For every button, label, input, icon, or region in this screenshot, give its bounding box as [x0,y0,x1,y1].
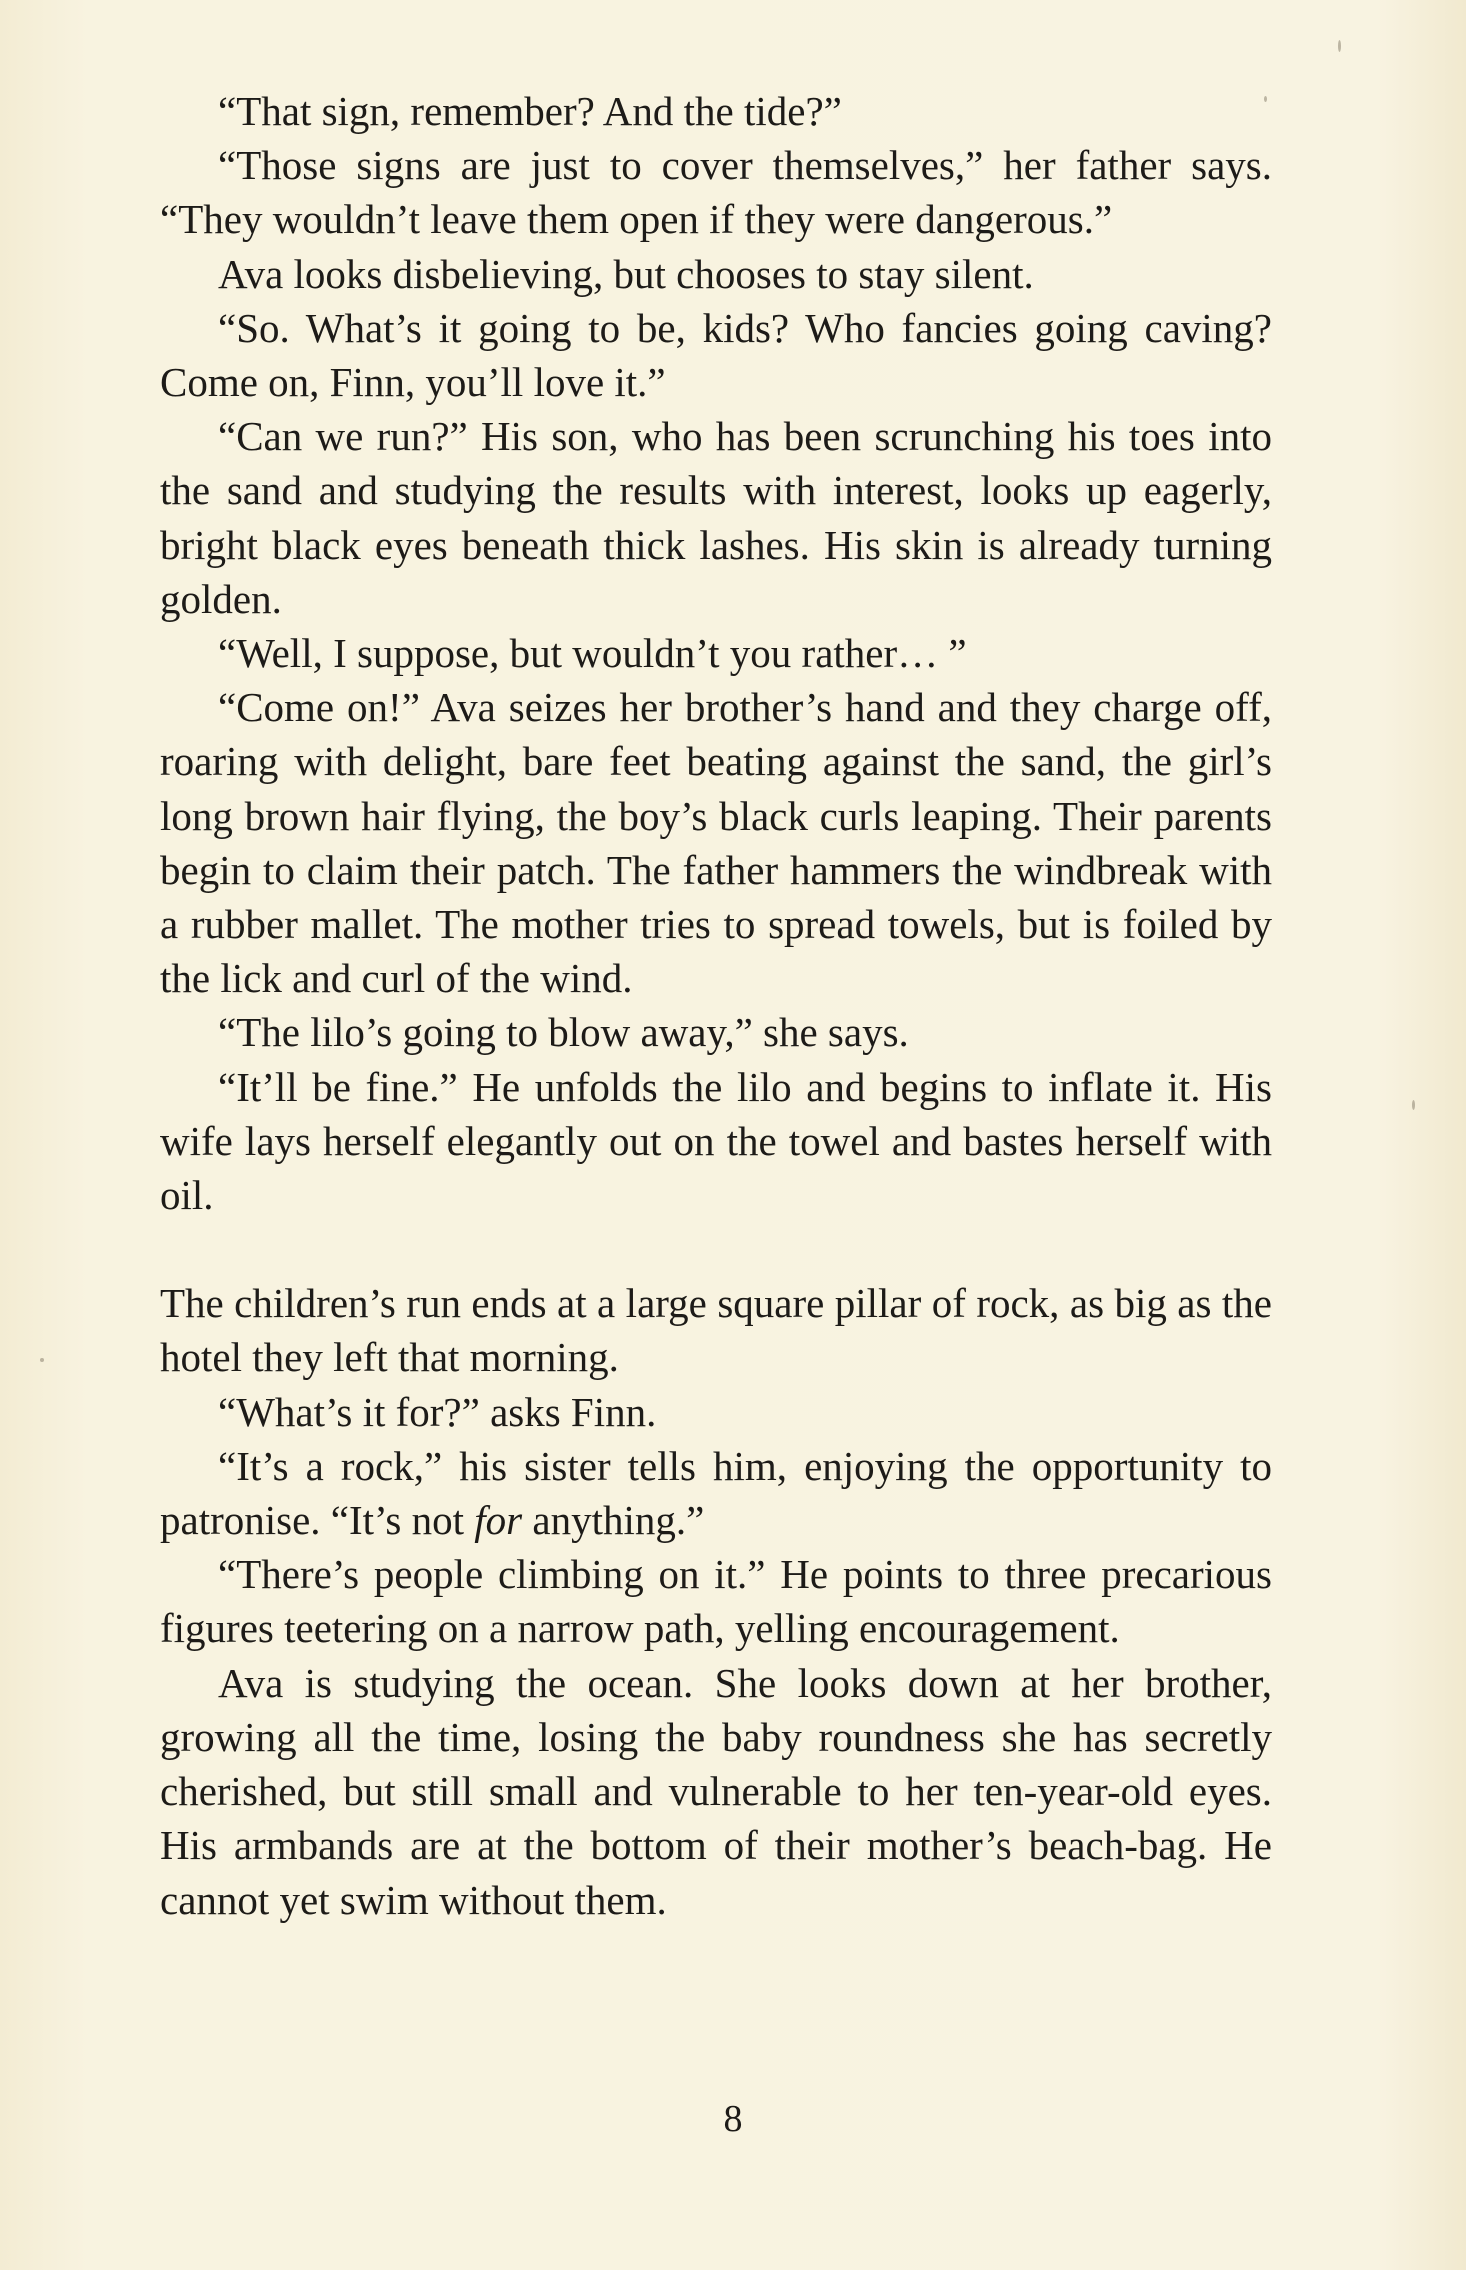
paragraph: “So. What’s it going to be, kids? Who fancies going caving? Come on, Finn, you’ll love it.” [160,304,1272,406]
paragraph: “It’ll be fine.” He unfolds the lilo and begins to inflate it. His wife lays herself elegantly out on the towel and bastes herself with oil. [160,1063,1272,1219]
body-text [160,84,1272,1927]
paragraph: “What’s it for?” asks Finn. [218,1388,657,1435]
paper-speck [1338,40,1341,52]
paragraph: The children’s run ends at a large square pillar of rock, as big as the hotel they left that morning. [160,1280,1272,1381]
paper-speck [1412,1100,1415,1110]
paragraph: “Well, I suppose, but wouldn’t you rather… ” [218,630,967,677]
paragraph: Ava looks disbelieving, but chooses to stay silent. [218,250,1034,297]
paragraph-text: anything.” [522,1497,705,1544]
paragraph: “There’s people climbing on it.” He points to three precarious figures teetering on a narrow path, yelling encouragement. [160,1551,1272,1652]
paper-speck [1264,96,1267,102]
paragraph: “The lilo’s going to blow away,” she says. [218,1009,909,1056]
paper-speck [40,1358,44,1362]
section-break [160,1222,1272,1276]
paragraph: “That sign, remember? And the tide?” [218,88,842,134]
emphasis-text: for [474,1497,523,1544]
paragraph: Ava is studying the ocean. She looks down at her brother, growing all the time, losing the baby roundness she has secretly cherished, but still small and vulnerable to her ten-year-old eyes. His armbands are at the bottom of their mother’s beach-bag. He cannot yet swim without them. [160,1659,1272,1923]
paragraph-text: “It’s a rock,” his sister tells him, enjoying the opportunity to patronise. “It’s not [160,1442,1272,1544]
paragraph: “Come on!” Ava seizes her brother’s hand and they charge off, roaring with delight, bare feet beating against the sand, the girl’s long brown hair flying, the boy’s black curls leaping. Their parents begin to claim their patch. The father hammers the windbreak with a rubber mallet. The mother tries to spread towels, but is foiled by the lick and curl of the wind. [160,684,1272,1002]
page-number: 8 [723,2098,743,2140]
paragraph [160,1439,1272,1547]
paragraph: “Can we run?” His son, who has been scrunching his toes into the sand and studying the results with interest, looks up eagerly, bright black eyes beneath thick lashes. His skin is already turning golden. [160,413,1272,622]
paragraph: “Those signs are just to cover themselves,” her father says. “They wouldn’t leave them open if they were dangerous.” [160,142,1272,243]
